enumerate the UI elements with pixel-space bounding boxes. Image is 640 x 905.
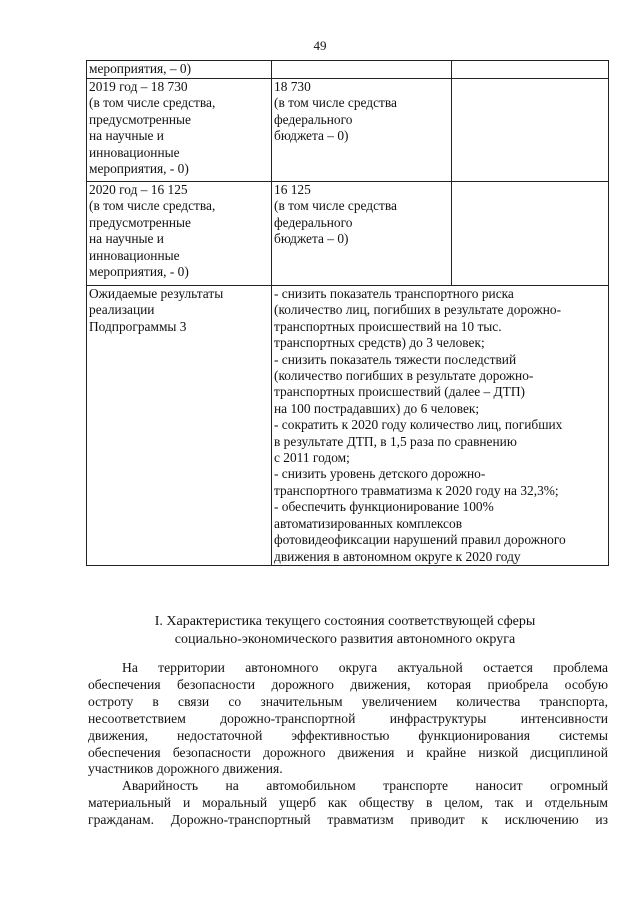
result-line: - снизить показатель транспортного риска (274, 286, 514, 301)
body-text (88, 660, 608, 829)
result-line: - снизить уровень детского дорожно- (274, 466, 486, 482)
table-cell-year-2020 (87, 182, 272, 286)
paragraph-line: На территории автономного округа актуальной остается проблема (122, 660, 608, 675)
result-line: (количество лиц, погибших в результате дорожно- (274, 302, 562, 318)
cell-line: 18 730 (274, 79, 311, 94)
result-line: автоматизированных комплексов (274, 515, 463, 531)
paragraph-line: Аварийность на автомобильном транспорте наносит огромный (122, 778, 608, 794)
result-line: (количество погибших в результате дорожно- (274, 368, 534, 384)
cell-line: 16 125 (274, 182, 311, 197)
result-line: транспортных средств) до 3 человек; (274, 335, 485, 351)
paragraph-line: участников дорожного движения. (88, 761, 283, 777)
result-line: на 100 пострадавших) до 6 человек; (274, 400, 480, 416)
table-cell-federal-2019 (272, 79, 452, 182)
result-line: в результате ДТП, в 1,5 раза по сравнению (274, 433, 517, 449)
section-title-line: социально-экономического развития автономного округа (174, 632, 516, 647)
table-cell-federal-2020 (272, 182, 452, 286)
subprogram-passport-table (86, 60, 609, 566)
cell-line: Ожидаемые результаты (89, 286, 224, 301)
result-line: фотовидеофиксации нарушений правил дорожного (274, 532, 566, 548)
cell-line: бюджета – 0) (274, 231, 349, 247)
cell-line: Подпрограммы 3 (89, 318, 187, 334)
paragraph (88, 778, 608, 829)
paragraph-line: обеспечения безопасности дорожного движения, которая приобрела особую (88, 676, 608, 692)
cell-line: мероприятия, - 0) (89, 161, 189, 177)
page-number: 49 (313, 38, 327, 53)
table-row (87, 286, 609, 566)
cell-line: (в том числе средства (274, 95, 397, 111)
table-cell-results-label (87, 286, 272, 566)
cell-line: предусмотренные (89, 214, 191, 230)
result-line: - сократить к 2020 году количество лиц, погибших (274, 417, 563, 433)
table-row (87, 61, 609, 79)
section-title (90, 613, 600, 649)
result-line: - обеспечить функционирование 100% (274, 499, 494, 515)
cell-line: 2020 год – 16 125 (89, 182, 188, 197)
paragraph-line: движения, недостаточной эффективностью функционирования системы (88, 727, 608, 743)
cell-line: предусмотренные (89, 111, 191, 127)
paragraph-line: материальный и моральный ущерб как обществу в целом, так и отдельным (88, 795, 608, 811)
cell-line: федерального (274, 214, 353, 230)
cell-line: (в том числе средства, (89, 198, 216, 214)
table-cell (452, 182, 609, 286)
table-row (87, 182, 609, 286)
section-title-line: I. Характеристика текущего состояния соответствующей сферы (154, 614, 536, 629)
cell-line: реализации (89, 302, 155, 318)
table-cell (452, 79, 609, 182)
paragraph-line: несоответствием дорожно-транспортной инфраструктуры интенсивности (88, 710, 608, 726)
cell-line: инновационные (89, 144, 180, 160)
paragraph (88, 660, 608, 778)
cell-line: 2019 год – 18 730 (89, 79, 188, 94)
cell-line: федерального (274, 111, 353, 127)
table-row (87, 79, 609, 182)
paragraph-line: остроту в связи со значительным увеличением количества транспорта, (88, 693, 608, 709)
cell-line: (в том числе средства, (89, 95, 216, 111)
result-line: движения в автономном округе к 2020 году (274, 548, 521, 564)
cell-line: на научные и (89, 231, 164, 247)
result-line: транспортного травматизма к 2020 году на 32,3%; (274, 482, 559, 498)
result-line: с 2011 годом; (274, 450, 350, 466)
cell-line: инновационные (89, 247, 180, 263)
table-cell-results (272, 286, 609, 566)
table-cell: мероприятия, – 0) (87, 61, 272, 79)
result-line: транспортных происшествий (далее – ДТП) (274, 384, 525, 400)
cell-line: на научные и (89, 128, 164, 144)
table-cell (452, 61, 609, 79)
result-line: - снизить показатель тяжести последствий (274, 351, 517, 367)
cell-line: мероприятия, - 0) (89, 264, 189, 280)
paragraph-line: гражданам. Дорожно-транспортный травматизм приводит к исключению из (88, 812, 608, 828)
result-line: транспортных происшествий на 10 тыс. (274, 318, 502, 334)
table-cell-year-2019 (87, 79, 272, 182)
paragraph-line: обеспечения безопасности дорожного движения и крайне низкой дисциплиной (88, 744, 608, 760)
table-cell (272, 61, 452, 79)
cell-line: (в том числе средства (274, 198, 397, 214)
cell-line: бюджета – 0) (274, 128, 349, 144)
